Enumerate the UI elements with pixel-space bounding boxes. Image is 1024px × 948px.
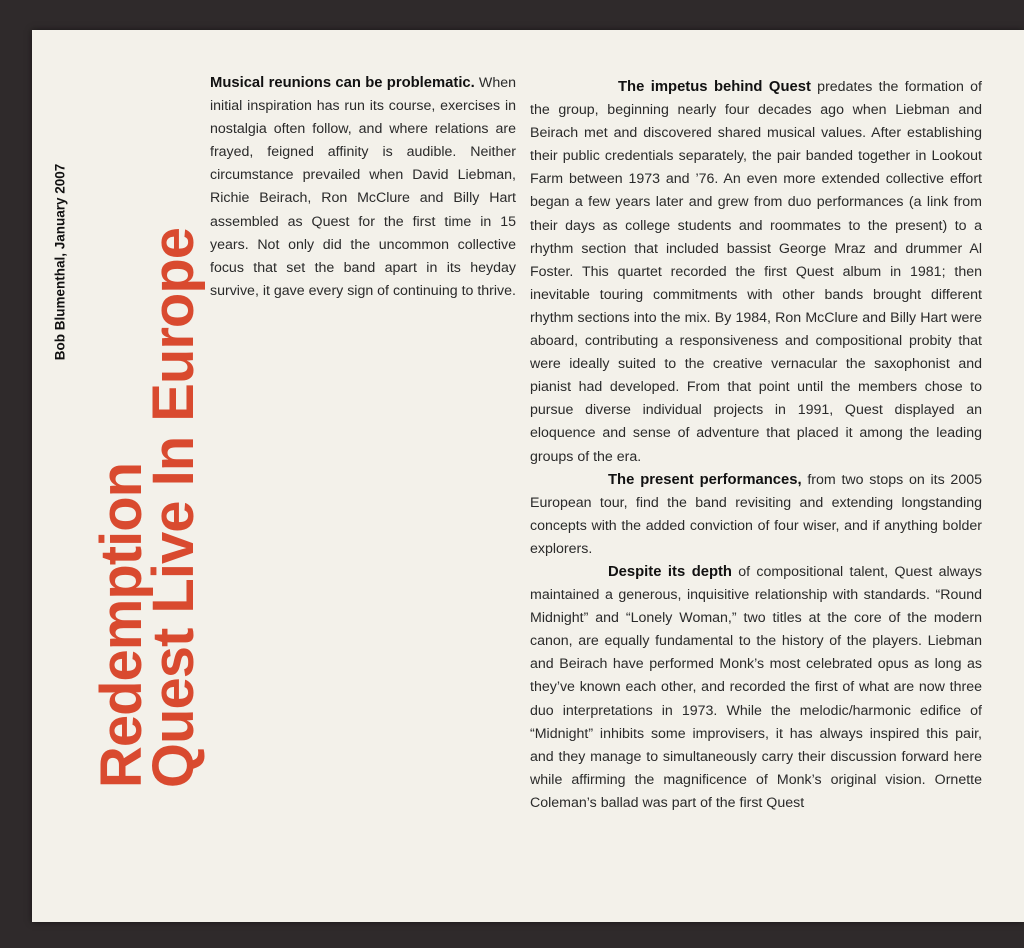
intro-lead: Musical reunions can be problematic. (210, 75, 475, 91)
paragraph-lead: The present performances, (608, 471, 802, 488)
author-text: Bob Blumenthal, January 2007 (52, 163, 68, 361)
paragraph-body: of compositional talent, Quest always maintained a generous, inquisitive relationship with standards. “Round Midnight” and “Lonely Woman,” two titles at the core of the modern canon, are equally fundamental to the history of the players. Liebman and Beirach have performed Monk’s most celebrated opus as long as they’ve known each other, and recorded the first of what are now three duo interpretations in 1973. While the melodic/harmonic edifice of “Midnight” inhibits some improvisers, it has always inspired this pair, and they manage to simultaneously carry their discussion forward here while affirming the magnificence of Monk’s original vision. Ornette Coleman’s ballad was part of the first Quest (530, 563, 982, 811)
booklet-page (32, 30, 1024, 922)
title-line-1: Redemption (89, 462, 154, 789)
paragraph-body: predates the formation of the group, beginning nearly four decades ago when Liebman and Beirach met and discovered shared musical values. After establishing their public credentials separately, the pair banded together in Lookout Farm between 1973 and ’76. An even more extended collective effort began a few years later and grew from duo performances (a link from their days as college students and roommates to the present) to a rhythm section that included bassist George Mraz and drummer Al Foster. This quartet recorded the first Quest album in 1981; then inevitable touring commitments with other bands brought different rhythm sections into the mix. By 1984, Ron McClure and Billy Hart were aboard, contributing a responsiveness and compositional probity that were ideally suited to the creative vernacular the saxophonist and pianist had developed. From that point until the members chose to pursue diverse individual projects in 1991, Quest displayed an eloquence and sense of adventure that placed it among the leading groups of the era. (530, 79, 982, 465)
intro-body: When initial inspiration has run its course, exercises in nostalgia often follow, and where relations are frayed, feigned affinity is audible. Neither circumstance prevailed when David Liebman, Richie Beirach, Ron McClure and Billy Hart assembled as Quest for the first time in 15 years. Not only did the uncommon collective focus that set the band apart in its heyday survive, it gave every sign of continuing to thrive. (210, 75, 516, 299)
paragraph-lead: Despite its depth (608, 563, 732, 580)
left-column (72, 72, 516, 325)
paragraph-performances (530, 469, 982, 561)
right-column (530, 76, 982, 815)
paragraph-body: from two stops on its 2005 European tour, find the band revisiting and extending longstanding concepts with the added conviction of four wiser, and if anything bolder explorers. (530, 471, 982, 557)
paragraph-lead: The impetus behind Quest (618, 79, 811, 95)
title-spacer (72, 95, 210, 325)
paragraph-impetus (530, 76, 982, 469)
title-line-2: Quest Live In Europe (141, 227, 206, 789)
paragraph-depth (530, 561, 982, 815)
